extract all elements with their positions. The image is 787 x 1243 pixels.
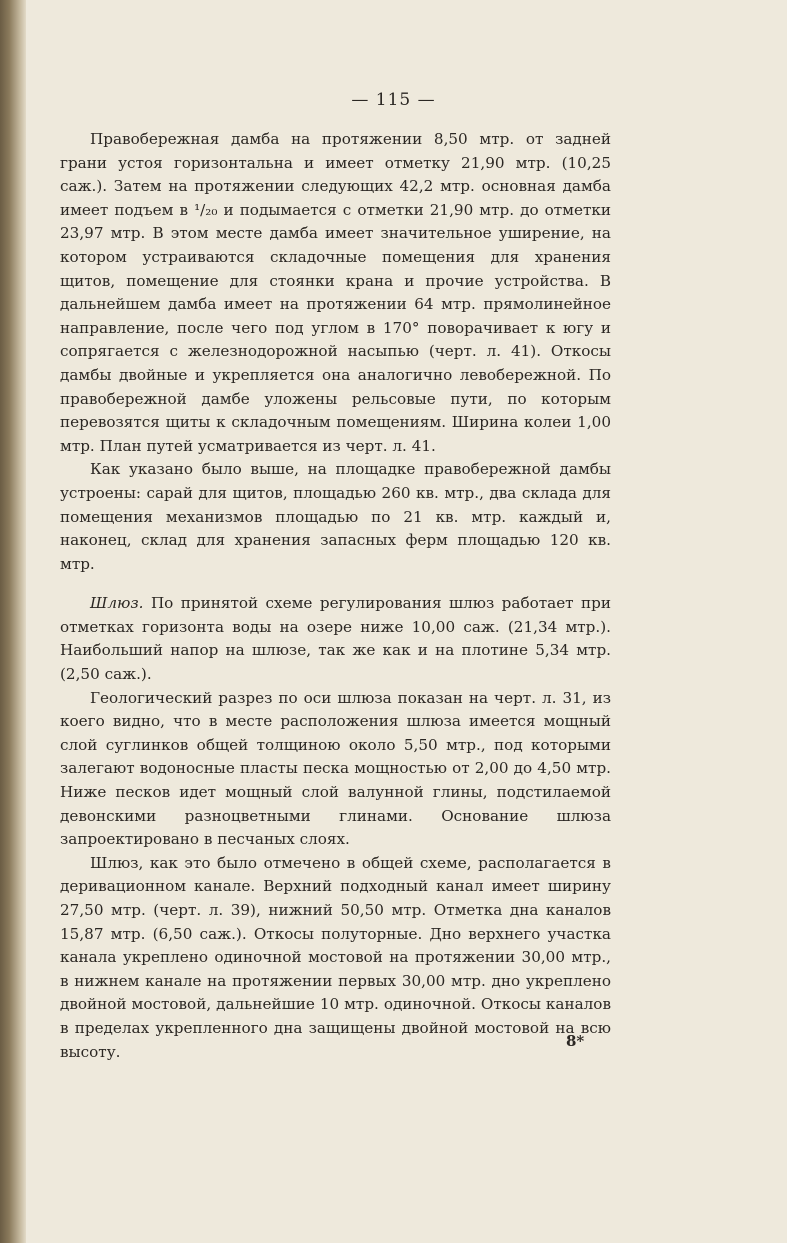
section-heading-lock: Шлюз. (90, 594, 144, 613)
paragraph-lock-intro-text: По принятой схеме регулирования шлюз работает при отметках горизонта воды на озере ниже 10,00 саж. (21,34 мтр.). Наибольший напор на шлюзе, так же как и на плотине 5,34 мтр. (2,50 саж.). (60, 594, 611, 684)
paragraph-lock-intro (60, 592, 611, 686)
signature-mark: 8* (566, 1032, 585, 1050)
paragraph-geology: Геологический разрез по оси шлюза показан на черт. л. 31, из коего видно, что в месте расположения шлюза имеется мощный слой суглинков общей толщиною около 5,50 мтр., под которыми залегают водоносные пласты песка мощностью от 2,00 до 4,50 мтр. Ниже песков идет мощный слой валунной глины, подстилаемой девонскими разноцветными глинами. Основание шлюза запроектировано в песчаных слоях. (60, 688, 611, 849)
body-text (60, 128, 611, 1064)
paragraph-dam-facilities: Как указано было выше, на площадке правобережной дамбы устроены: сарай для щитов, площадью 260 кв. мтр., два склада для помещения механизмов площадью по 21 кв. мтр. каждый и, наконец, склад для хранения запасных ферм площадью 120 кв. мтр. (60, 460, 611, 573)
paragraph-right-bank-dam: Правобережная дамба на протяжении 8,50 мтр. от задней грани устоя горизонтальна и имеет отметку 21,90 мтр. (10,25 саж.). Затем на протяжении следующих 42,2 мтр. основная дамба имеет подъем в ¹/₂₀ и подымается с отметки 21,90 мтр. до отметки 23,97 мтр. В этом месте дамба имеет значительное уширение, на котором устраиваются складочные помещения для хранения щитов, помещение для стоянки крана и прочие устройства. В дальнейшем дамба имеет на протяжении 64 мтр. прямолинейное направление, после чего под углом в 170° поворачивает к югу и сопрягается с железнодорожной насыпью (черт. л. 41). Откосы дамбы двойные и укрепляется она аналогично левобережной. По правобережной дамбе уложены рельсовые пути, по которым перевозятся щиты к складочным помещениям. Ширина колеи 1,00 мтр. План путей усматривается из черт. л. 41. (60, 130, 611, 455)
book-binding-edge (0, 0, 26, 1243)
paragraph-channels: Шлюз, как это было отмечено в общей схеме, располагается в деривационном канале. Верхний подходный канал имеет ширину 27,50 мтр. (черт. л. 39), нижний 50,50 мтр. Отметка дна каналов 15,87 мтр. (6,50 саж.). Откосы полуторные. Дно верхнего участка канала укреплено одиночной мостовой на протяжении 30,00 мтр., в нижнем канале на протяжении первых 30,00 мтр. дно укреплено двойной мостовой, дальнейшие 10 мтр. одиночной. Откосы каналов в пределах укрепленного дна защищены двойной мостовой на всю высоту. (60, 853, 611, 1061)
page-number: — 115 — (351, 90, 436, 110)
